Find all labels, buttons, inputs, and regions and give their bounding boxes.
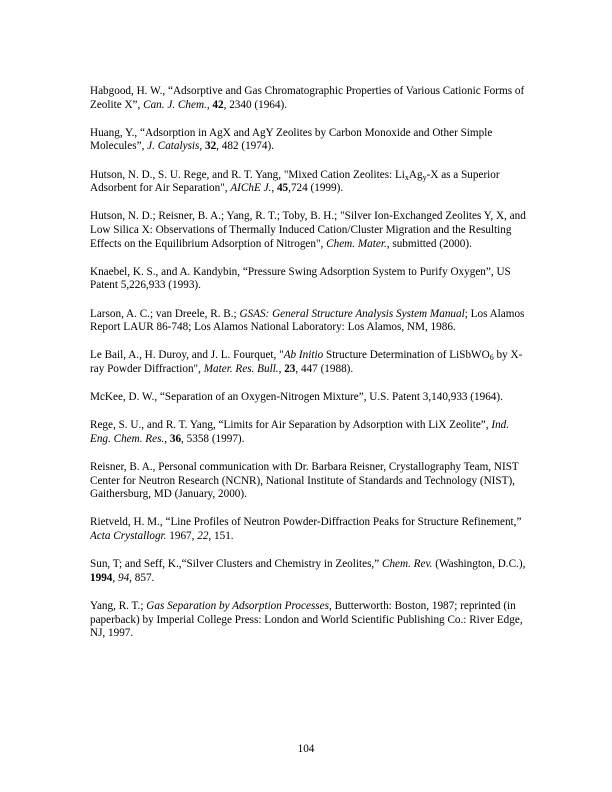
reference-entry — [90, 85, 530, 112]
reference-text: Rietveld, H. M., “Line Profiles of Neutron Powder-Diffraction Peaks for Structure Refinement,” — [90, 516, 522, 529]
reference-text: x — [404, 172, 409, 182]
reference-text: y — [422, 172, 427, 182]
reference-entry — [90, 266, 530, 293]
reference-text: ,724 (1999). — [288, 182, 344, 195]
reference-text: Rege, S. U., and R. T. Yang, “Limits for Air Separation by Adsorption with LiX Zeolite”, — [90, 419, 492, 432]
reference-text: Chem. Rev. — [381, 558, 433, 571]
reference-text: 6 — [489, 353, 494, 363]
reference-text: , 482 (1974). — [216, 140, 274, 153]
reference-entry — [90, 516, 530, 543]
reference-text: (Washington, D.C.), — [432, 558, 526, 571]
reference-text: 94 — [117, 571, 130, 584]
reference-text: Mater. Res. Bull. — [203, 362, 279, 375]
reference-text: , 151. — [208, 530, 234, 542]
reference-list — [90, 85, 530, 655]
reference-text: , 447 (1988). — [295, 362, 354, 375]
reference-entry — [90, 461, 530, 502]
reference-text: , Butterworth: Boston, 1987; reprinted (in paperback) by Imperial College Press: London and World Scientific Publishing Co.: River Edge, NJ, 1997. — [90, 599, 523, 640]
reference-text: Acta Crystallogr. — [90, 530, 167, 542]
reference-text: McKee, D. W., “Separation of an Oxygen-Nitrogen Mixture”, U.S. Patent 3,140,933 (1964). — [90, 391, 503, 404]
reference-text: 42 — [212, 98, 224, 111]
reference-text: , 2340 (1964). — [223, 98, 287, 111]
reference-text: Hutson, N. D., S. U. Rege, and R. T. Yang, "Mixed Cation Zeolites: Li — [90, 168, 405, 181]
reference-text: , — [278, 362, 285, 375]
reference-text: 1967, — [166, 530, 198, 542]
reference-entry — [90, 600, 530, 641]
reference-text: by X-ray Powder Diffraction", — [90, 349, 523, 375]
reference-text: , — [199, 140, 205, 153]
reference-text: , — [112, 571, 118, 584]
reference-text: Gas Separation by Adsorption Processes — [146, 599, 329, 612]
reference-text: Le Bail, A., H. Duroy, and J. L. Fourquet, " — [90, 349, 284, 362]
reference-text: Huang, Y., “Adsorption in AgX and AgY Zeolites by Carbon Monoxide and Other Simple Molecules”, — [90, 126, 493, 153]
reference-text: 45 — [276, 182, 289, 195]
reference-text: Sun, T; and Seff, K.,“Silver Clusters and Chemistry in Zeolites,” — [90, 558, 382, 571]
reference-text: 36 — [169, 432, 182, 445]
reference-text: , — [271, 182, 277, 195]
reference-text: Yang, R. T.; — [90, 599, 147, 612]
reference-text: Larson, A. C.; van Dreele, R. B.; — [90, 307, 240, 320]
reference-text: Structure Determination of LiSbWO — [323, 349, 490, 362]
reference-text: Hutson, N. D.; Reisner, B. A.; Yang, R. T.; Toby, B. H.; "Silver Ion-Exchanged Zeolites Y, X, and Low Silica X: Observations of Thermally Induced Cation/Cluster Migration and the Resulting Effects on the Equilibrium Adsorption of Nitrogen", — [90, 210, 526, 250]
reference-text: 22 — [197, 530, 209, 542]
reference-entry — [90, 127, 530, 154]
reference-entry — [90, 308, 530, 335]
reference-text: Ag — [408, 168, 423, 181]
reference-entry — [90, 169, 530, 196]
reference-text: GSAS: General Structure Analysis System Manual — [239, 307, 465, 320]
reference-text: -X as a Superior Adsorbent for Air Separation", — [90, 168, 500, 195]
page-number: 104 — [297, 743, 315, 755]
reference-text: Knaebel, K. S., and A. Kandybin, “Pressure Swing Adsorption System to Purify Oxygen”, US Patent 5,226,933 (1993). — [90, 265, 511, 292]
reference-entry — [90, 391, 530, 405]
reference-text: Can. J. Chem. — [143, 98, 207, 111]
reference-text: AIChE J. — [230, 182, 272, 195]
reference-entry — [90, 419, 530, 446]
reference-entry — [90, 558, 530, 585]
reference-entry — [90, 210, 530, 251]
reference-text: , — [164, 432, 170, 445]
reference-text: Habgood, H. W., “Adsorptive and Gas Chromatographic Properties of Various Cationic Forms of Zeolite X”, — [90, 85, 525, 111]
reference-text: 1994 — [90, 571, 113, 584]
reference-text: Ab Initio — [283, 349, 324, 362]
reference-text: 32 — [204, 140, 217, 153]
reference-text: Chem. Mater. — [326, 237, 387, 250]
reference-text: Reisner, B. A., Personal communication with Dr. Barbara Reisner, Crystallography Team, NIST Center for Neutron Research (NCNR), National Institute of Standards and Technology (NIST), Gaithersburg, MD (January, 2000). — [90, 461, 519, 501]
reference-text: , 857. — [129, 571, 155, 584]
reference-entry — [90, 349, 530, 376]
reference-text: , submitted (2000). — [386, 237, 472, 250]
reference-text: , 5358 (1997). — [181, 432, 245, 445]
reference-text: ; Los Alamos Report LAUR 86-748; Los Alamos National Laboratory: Los Alamos, NM, 1986. — [90, 307, 525, 334]
reference-text: 23 — [284, 362, 296, 375]
reference-text: , — [206, 98, 213, 111]
reference-text: J. Catalysis — [147, 140, 200, 153]
reference-text: Ind. Eng. Chem. Res. — [90, 419, 510, 445]
